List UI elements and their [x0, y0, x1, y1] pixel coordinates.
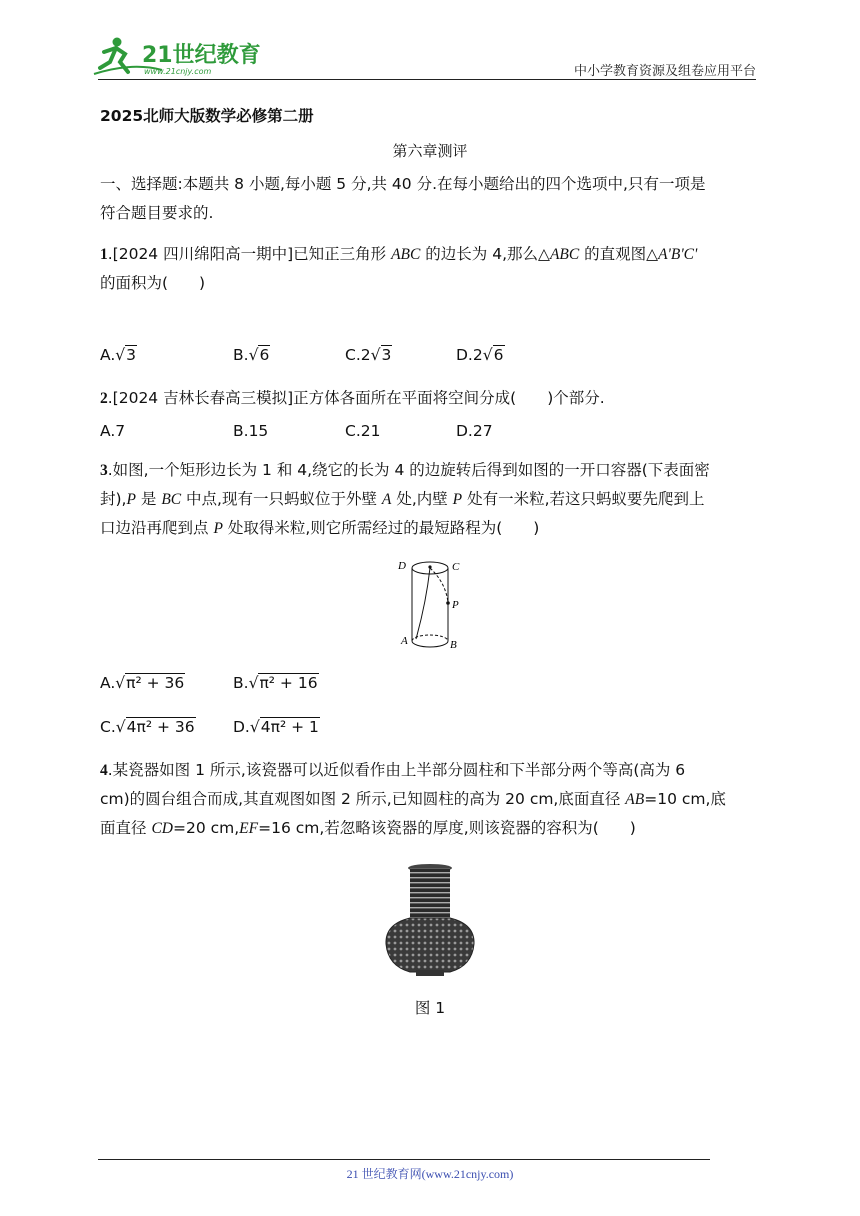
footer-link[interactable]: 21 世纪教育网(www.21cnjy.com) — [346, 1167, 514, 1181]
chapter-title: 第六章测评 — [392, 142, 468, 160]
q2-option-d[interactable]: D.27 — [456, 422, 493, 440]
q1-text-c: 的直观图△ — [579, 245, 659, 263]
footer-divider — [98, 1159, 710, 1160]
q4-line-1: 4.某瓷器如图 1 所示,该瓷器可以近似看作由上半部分圆柱和下半部分两个等高(高为 6 — [100, 761, 686, 779]
question-3 — [100, 456, 764, 543]
q1-var-abc: ABC — [391, 246, 421, 263]
q3-line-1: 3.如图,一个矩形边长为 1 和 4,绕它的长为 4 的边旋转后得到如图的一开口容器(下表面密 — [100, 461, 710, 479]
q1-var-abc3: A'B'C' — [658, 246, 698, 263]
q3-option-c[interactable]: C.√4π² + 36 — [100, 718, 195, 736]
question-4 — [100, 756, 764, 843]
q4-line-2: cm)的圆台组合而成,其直观图如图 2 所示,已知圆柱的高为 20 cm,底面直径 AB=10 cm,底 — [100, 790, 726, 808]
section-instructions — [100, 170, 764, 228]
q1-text-a: .[2024 四川绵阳高一期中]已知正三角形 — [107, 245, 392, 263]
q1-var-abc2: ABC — [549, 246, 580, 263]
site-logo — [92, 32, 260, 80]
label-p: P — [452, 599, 459, 611]
q2-text: .[2024 吉林长春高三模拟]正方体各面所在平面将空间分成( )个部分. — [107, 389, 605, 407]
q2-number: 2 — [100, 390, 108, 407]
q3-number: 3 — [100, 462, 108, 479]
vase-image — [380, 862, 480, 980]
q3-option-b[interactable]: B.√π² + 16 — [233, 674, 318, 692]
q1-line-2: 的面积为( ) — [100, 274, 206, 292]
q2-option-c[interactable]: C.21 — [345, 422, 381, 440]
q2-option-b[interactable]: B.15 — [233, 422, 269, 440]
label-a: A — [401, 635, 408, 647]
q1-line-1 — [100, 240, 764, 269]
header-divider — [98, 79, 756, 80]
q4-line-3: 面直径 CD=20 cm,EF=16 cm,若忽略该瓷器的厚度,则该瓷器的容积为( ) — [100, 819, 636, 837]
q1-option-b[interactable]: B.√6 — [233, 346, 270, 364]
figure-1-caption: 图 1 — [414, 999, 446, 1017]
q3-line-3: 口边沿再爬到点 P 处取得米粒,则它所需经过的最短路程为( ) — [100, 519, 540, 537]
q2-option-a[interactable]: A.7 — [100, 422, 126, 440]
q1-text-b: 的边长为 4,那么△ — [420, 245, 550, 263]
cylinder-figure — [392, 553, 472, 657]
q4-number: 4 — [100, 762, 108, 779]
label-d: D — [398, 560, 406, 572]
q3-line-2: 封),P 是 BC 中点,现有一只蚂蚁位于外壁 A 处,内壁 P 处有一米粒,若这只蚂蚁要先爬到上 — [100, 490, 705, 508]
question-2 — [100, 384, 764, 413]
q1-option-a[interactable]: A.√3 — [100, 346, 137, 364]
site-label: 中小学教育资源及组卷应用平台 — [573, 64, 756, 79]
section-line-1: 一、选择题:本题共 8 小题,每小题 5 分,共 40 分.在每小题给出的四个选项中,只有一项是 — [100, 175, 706, 193]
q3-option-d[interactable]: D.√4π² + 1 — [233, 718, 319, 736]
logo-url: www.21cnjy.com — [144, 67, 212, 76]
section-line-2: 符合题目要求的. — [100, 204, 214, 222]
logo-text: 21世纪教育 — [142, 43, 260, 68]
question-1 — [100, 240, 764, 298]
q3-option-a[interactable]: A.√π² + 36 — [100, 674, 185, 692]
q1-option-d[interactable]: D.2√6 — [456, 346, 504, 364]
q1-number: 1 — [100, 246, 108, 263]
label-b: B — [450, 639, 457, 651]
document-title: 2025北师大版数学必修第二册 — [100, 107, 314, 125]
label-c: C — [452, 561, 460, 573]
q1-option-c[interactable]: C.2√3 — [345, 346, 392, 364]
